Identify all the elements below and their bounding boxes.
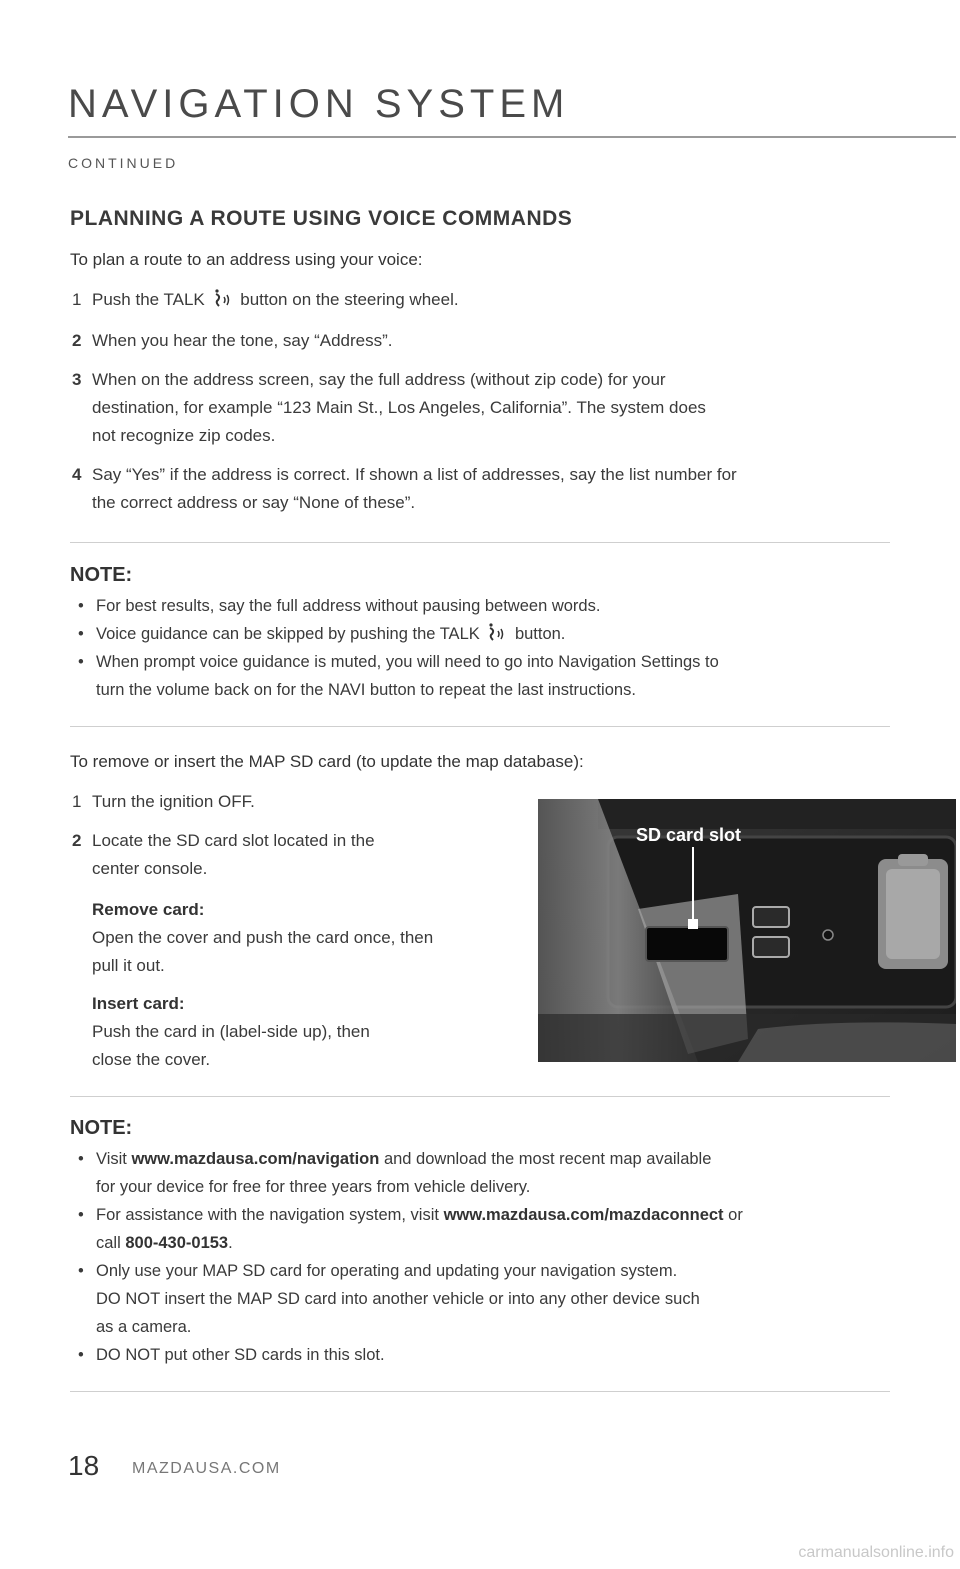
insert-card-title: Insert card: — [92, 994, 185, 1013]
step-2 — [72, 327, 393, 355]
note-bullet: • DO NOT put other SD cards in this slot. — [78, 1346, 385, 1364]
sd-step-1 — [72, 788, 255, 816]
step-text: Push the card in (label-side up), then — [92, 1022, 370, 1041]
continued-label: CONTINUED — [68, 155, 179, 171]
note-text: Voice guidance can be skipped by pushing the TALK — [96, 625, 480, 643]
step-text: close the cover. — [92, 1050, 211, 1069]
note-bullet: • Voice guidance can be skipped by pushing the TALK button. — [70, 620, 900, 648]
note-text: turn the volume back on for the NAVI button to repeat the last instructions. — [96, 681, 636, 699]
watermark: carmanualsonline.info — [798, 1544, 954, 1561]
step-text: center console. — [92, 859, 208, 878]
step-number: 3 — [72, 370, 82, 389]
section-divider — [70, 726, 890, 727]
sd-intro: To remove or insert the MAP SD card (to update the map database): — [70, 752, 584, 771]
section-intro: To plan a route to an address using your voice: — [70, 250, 423, 269]
step-text: Locate the SD card slot located in the — [92, 831, 375, 850]
note-text: Only use your MAP SD card for operating and updating your navigation system. — [96, 1262, 678, 1280]
note-text: call — [96, 1234, 121, 1252]
sd-card-slot-photo — [538, 799, 956, 1062]
note-text: and download the most recent map available — [383, 1150, 712, 1168]
note-bullet: • For best results, say the full address without pausing between words. — [78, 597, 601, 615]
section-divider — [70, 542, 890, 543]
step-text: When on the address screen, say the full address (without zip code) for your — [92, 370, 666, 389]
step-text: Turn the ignition OFF. — [92, 792, 255, 811]
insert-card-block — [92, 990, 370, 1074]
note-title: NOTE: — [70, 564, 133, 586]
note-1-list — [70, 592, 900, 704]
step-text: destination, for example “123 Main St., Los Angeles, California”. The system does — [92, 398, 706, 417]
note-text: For assistance with the navigation system, visit — [96, 1206, 439, 1224]
note-2-list — [70, 1145, 910, 1369]
step-number: 1 — [72, 792, 82, 811]
step-text: Open the cover and push the card once, then — [92, 928, 434, 947]
step-text: Say “Yes” if the address is correct. If shown a list of addresses, say the list number for — [92, 465, 737, 484]
section-divider — [70, 1391, 890, 1392]
section-divider — [70, 1096, 890, 1097]
step-text: not recognize zip codes. — [92, 426, 276, 445]
mazdaconnect-link[interactable]: www.mazdausa.com/mazdaconnect — [443, 1206, 724, 1224]
remove-card-block — [92, 896, 433, 980]
navigation-link[interactable]: www.mazdausa.com/navigation — [131, 1150, 380, 1168]
sd-step-2 — [72, 827, 375, 883]
step-1 — [72, 286, 459, 314]
note-text: DO NOT insert the MAP SD card into another vehicle or into any other device such — [96, 1290, 700, 1308]
step-text: Push the TALK — [92, 290, 205, 309]
note-bullet: • When prompt voice guidance is muted, you will need to go into Navigation Settings to turn the volume back on for the NAVI button to repeat the last instructions. — [70, 648, 900, 704]
section-heading: PLANNING A ROUTE USING VOICE COMMANDS — [70, 207, 573, 230]
note-text: When prompt voice guidance is muted, you will need to go into Navigation Settings to — [96, 653, 719, 671]
note-bullet: • Visit www.mazdausa.com/navigation and download the most recent map available for your device for free for three years from vehicle delivery. — [70, 1145, 910, 1201]
step-number: 4 — [72, 465, 82, 484]
step-4 — [72, 461, 737, 517]
console-image — [538, 799, 956, 1062]
footer-site: MAZDAUSA.COM — [132, 1460, 281, 1477]
step-text: button on the steering wheel. — [240, 290, 459, 309]
remove-card-title: Remove card: — [92, 900, 205, 919]
page-title: NAVIGATION SYSTEM — [68, 82, 570, 126]
note-bullet: • For assistance with the navigation system, visit www.mazdausa.com/mazdaconnect or call 800-430-0153. — [78, 1206, 743, 1252]
sd-card-slot-label: SD card slot — [636, 825, 742, 845]
step-text: the correct address or say “None of these”. — [92, 493, 416, 512]
note-bullet: • Only use your MAP SD card for operating and updating your navigation system. DO NOT insert the MAP SD card into another vehicle or into any other device such as a camera. — [70, 1257, 910, 1341]
note-text: DO NOT put other SD cards in this slot. — [96, 1346, 385, 1364]
talk-voice-icon — [486, 621, 508, 643]
note-title: NOTE: — [70, 1117, 133, 1139]
phone-number[interactable]: 800-430-0153 — [125, 1234, 229, 1252]
note-text: button. — [514, 625, 566, 643]
note-text: Visit — [96, 1150, 127, 1168]
step-number: 1 — [72, 290, 82, 309]
note-text: or — [728, 1206, 743, 1224]
title-divider — [68, 136, 956, 138]
note-text: For best results, say the full address without pausing between words. — [96, 597, 601, 615]
step-number: 2 — [72, 831, 82, 850]
note-text: as a camera. — [96, 1318, 192, 1336]
talk-voice-icon — [212, 287, 234, 309]
step-text: When you hear the tone, say “Address”. — [92, 331, 393, 350]
page-number: 18 — [68, 1450, 100, 1481]
step-number: 2 — [72, 331, 82, 350]
note-text: . — [228, 1234, 233, 1252]
step-3 — [72, 366, 706, 450]
note-text: for your device for free for three years from vehicle delivery. — [96, 1178, 531, 1196]
step-text: pull it out. — [92, 956, 165, 975]
